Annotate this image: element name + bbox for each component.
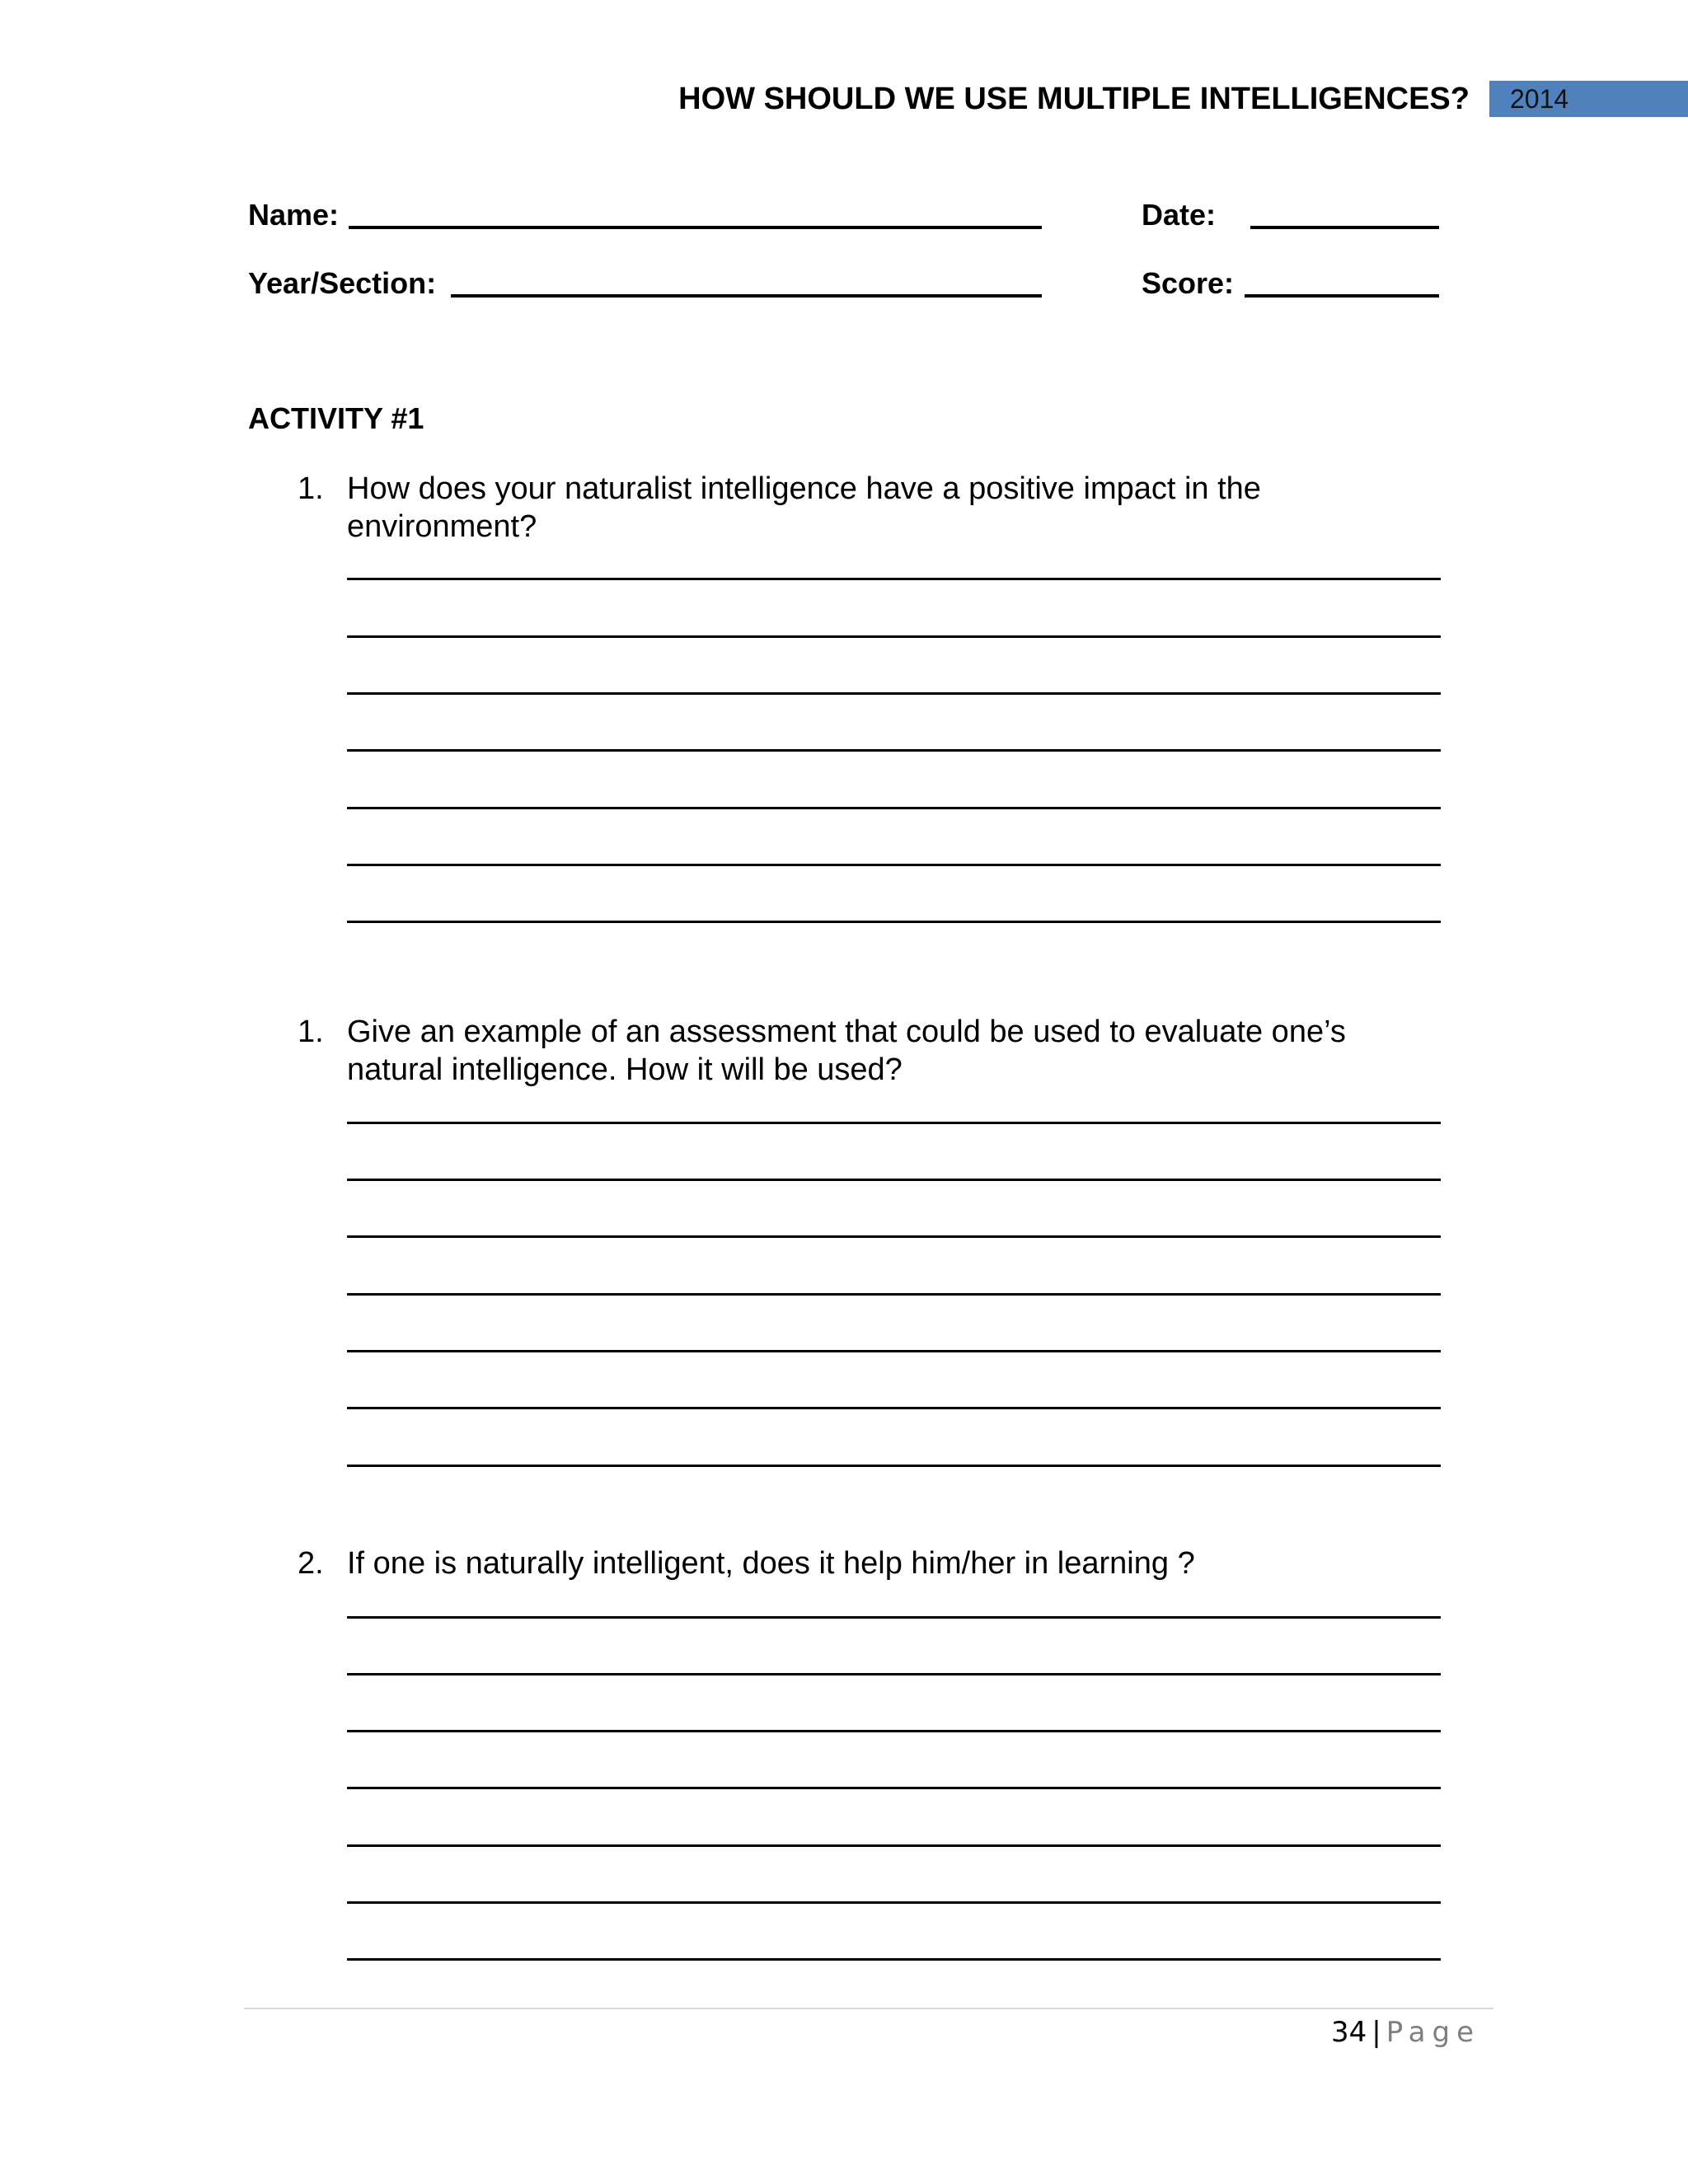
date-label: Date: [1142,198,1217,232]
year-section-label: Year/Section: [248,266,437,300]
score-field[interactable] [1245,294,1439,298]
header-title: HOW SHOULD WE USE MULTIPLE INTELLIGENCES? [678,82,1470,116]
question-text: How does your naturalist intelligence have a positive impact in the environment? [347,471,1261,544]
answer-line[interactable] [347,1407,1441,1409]
answer-line[interactable] [347,1179,1441,1181]
footer-divider [244,2008,1493,2009]
page-number: 34 [1330,2016,1367,2049]
footer-separator: | [1372,2016,1381,2049]
answer-line[interactable] [347,1350,1441,1352]
question-text: If one is naturally intelligent, does it help him/her in learning ? [347,1546,1195,1581]
answer-line[interactable] [347,692,1441,695]
answer-line[interactable] [347,807,1441,809]
answer-line[interactable] [347,749,1441,752]
name-field[interactable] [349,226,1042,229]
activity-title: ACTIVITY #1 [248,401,424,435]
answer-line[interactable] [347,1787,1441,1789]
page-footer [1331,2014,1480,2050]
answer-line[interactable] [347,1235,1441,1238]
year-section-field[interactable] [451,294,1042,298]
name-label: Name: [248,198,340,232]
page-word: Page [1386,2016,1480,2049]
answer-line[interactable] [347,1958,1441,1961]
answer-line[interactable] [347,1844,1441,1847]
score-label: Score: [1142,266,1235,300]
answer-line[interactable] [347,1730,1441,1732]
answer-line[interactable] [347,1673,1441,1675]
question-text: Give an example of an assessment that could be used to evaluate one’s natural intelligence. How it will be used? [347,1015,1346,1087]
answer-line[interactable] [347,1901,1441,1904]
answer-line[interactable] [347,921,1441,923]
answer-line[interactable] [347,1465,1441,1467]
answer-line[interactable] [347,1122,1441,1124]
answer-line[interactable] [347,864,1441,866]
question-number: 2. [298,1546,324,1581]
header-year-tab: 2014 [1489,81,1688,117]
answer-line[interactable] [347,1293,1441,1296]
page-header [0,79,1688,119]
date-field[interactable] [1250,226,1439,229]
answer-line[interactable] [347,578,1441,580]
question-number: 1. [298,471,324,506]
question-number: 1. [298,1015,324,1049]
answer-line[interactable] [347,635,1441,638]
answer-line[interactable] [347,1616,1441,1619]
